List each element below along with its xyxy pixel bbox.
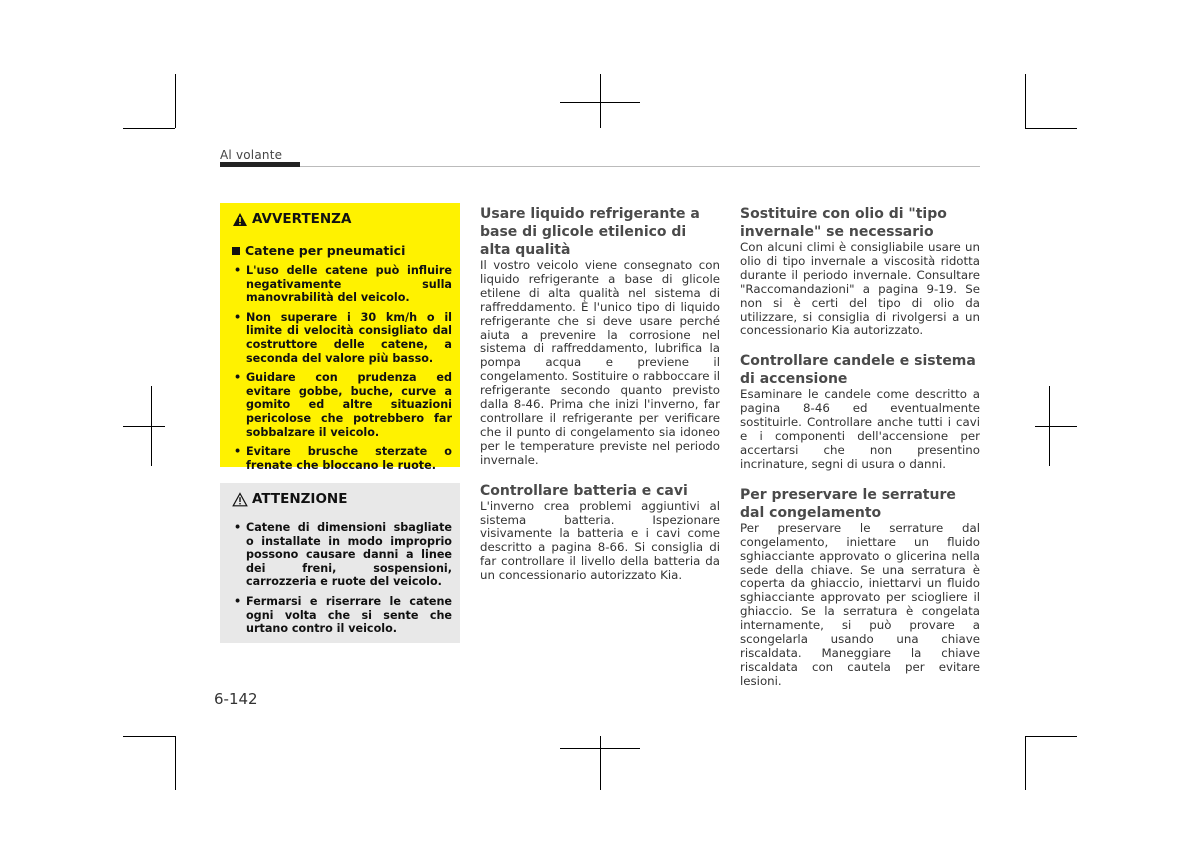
crop-mark [1025, 74, 1026, 128]
registration-mark [123, 426, 165, 427]
caution-title-text: ATTENZIONE [252, 491, 348, 507]
caution-title [232, 489, 452, 509]
warning-triangle-icon [232, 212, 248, 227]
caution-triangle-icon [232, 492, 248, 507]
list-item: • L'uso delle catene può influire negativamente sulla manovrabilità del veicolo. [232, 264, 452, 305]
warning-subheading [232, 243, 452, 258]
section-label: Al volante [220, 148, 283, 162]
crop-mark [123, 128, 175, 129]
battery-text: L'inverno crea problemi aggiuntivi al sistema batteria. Ispezionare visivamente la batteria e i cavi come descritto a pagina 8-66. Si consiglia di far controllare il livello della batteria da un concessionario autorizzato Kia. [480, 498, 720, 583]
middle-column [480, 205, 720, 583]
header-bar [220, 162, 300, 167]
crop-mark [175, 74, 176, 128]
registration-mark [600, 74, 601, 128]
coolant-text: Il vostro veicolo viene consegnato con liquido refrigerante a base di glicole etilene di alta qualità nel sistema di raffreddamento. È l'unico tipo di liquido refrigerante che si deve usare perché aiuta a prevenire la corrosione nel sistema di raffreddamento, lubrifica la pompa acqua e previene il congelamento. Sostituire o rabboccare il refrigerante secondo quanto previsto dalla 8-46. Prima che inizi l'inverno, far controllare il refrigerante per verificare che il punto di congelamento sia idoneo per le temperature previste nel periodo invernale. [480, 258, 720, 467]
spark-plugs-text: Esaminare le candele come descritto a pagina 8-46 ed eventualmente sostituirle. Controllare anche tutti i cavi e i componenti dell'accensione per accertarsi che non presentino incrinature, segni di usura o danni. [740, 387, 980, 471]
crop-mark [123, 736, 175, 737]
warning-list [232, 264, 452, 472]
crop-mark [175, 736, 176, 790]
list-item: • Non superare i 30 km/h o il limite di velocità consigliato dal costruttore delle catene, a seconda del valore più basso. [232, 311, 452, 365]
crop-mark [1025, 736, 1077, 737]
warning-title-text: AVVERTENZA [252, 211, 352, 227]
crop-mark [1025, 128, 1077, 129]
oil-text: Con alcuni climi è consigliabile usare un olio di tipo invernale a viscosità ridotta durante il periodo invernale. Consultare "Raccomandazioni" a pagina 9-19. Se non si è certi del tipo di olio da utilizzare, si consiglia di rivolgersi a un concessionario Kia autorizzato. [740, 240, 980, 338]
list-item: • Catene di dimensioni sbagliate o installate in modo improprio possono causare danni a linee dei freni, sospensioni, carrozzeria e ruote del veicolo. [232, 521, 452, 589]
caution-list [232, 521, 452, 636]
spark-plugs-heading: Controllare candele e sistema di accensione [740, 353, 976, 388]
header-rule [300, 166, 980, 167]
oil-heading: Sostituire con olio di "tipo invernale" se necessario [740, 206, 947, 240]
registration-mark [151, 386, 152, 466]
registration-mark [1035, 426, 1077, 427]
list-item: • Evitare brusche sterzate o frenate che bloccano le ruote. [232, 445, 452, 472]
coolant-heading: Usare liquido refrigerante a base di glicole etilenico di alta qualità [480, 206, 700, 258]
warning-box [220, 203, 460, 472]
warning-title [232, 209, 452, 229]
crop-mark [1025, 736, 1026, 790]
registration-mark [600, 736, 601, 790]
warning-subheading-text: Catene per pneumatici [245, 243, 406, 258]
right-column [740, 205, 980, 689]
square-bullet-icon [232, 247, 240, 255]
list-item: • Guidare con prudenza ed evitare gobbe, buche, curve a gomito ed altre situazioni pericolose che potrebbero far sobbalzare il veicolo. [232, 371, 452, 439]
caution-box [220, 483, 460, 643]
page-number: 6-142 [214, 690, 258, 708]
locks-heading: Per preservare le serrature dal congelamento [740, 486, 956, 521]
registration-mark [1049, 386, 1050, 466]
locks-text: Per preservare le serrature dal congelamento, iniettare un fluido sghiacciante approvato o glicerina nella sede della chiave. Se una serratura è coperta da ghiaccio, iniettarvi un fluido sghiacciante approvato per sciogliere il ghiaccio. Se la serratura è congelata internamente, si può provare a scongelarla usando una chiave riscaldata. Maneggiare la chiave riscaldata con cautela per evitare lesioni. [740, 520, 980, 688]
battery-heading: Controllare batteria e cavi [480, 482, 688, 499]
list-item: • Fermarsi e riserrare le catene ogni volta che si sente che urtano contro il veicolo. [232, 595, 452, 636]
